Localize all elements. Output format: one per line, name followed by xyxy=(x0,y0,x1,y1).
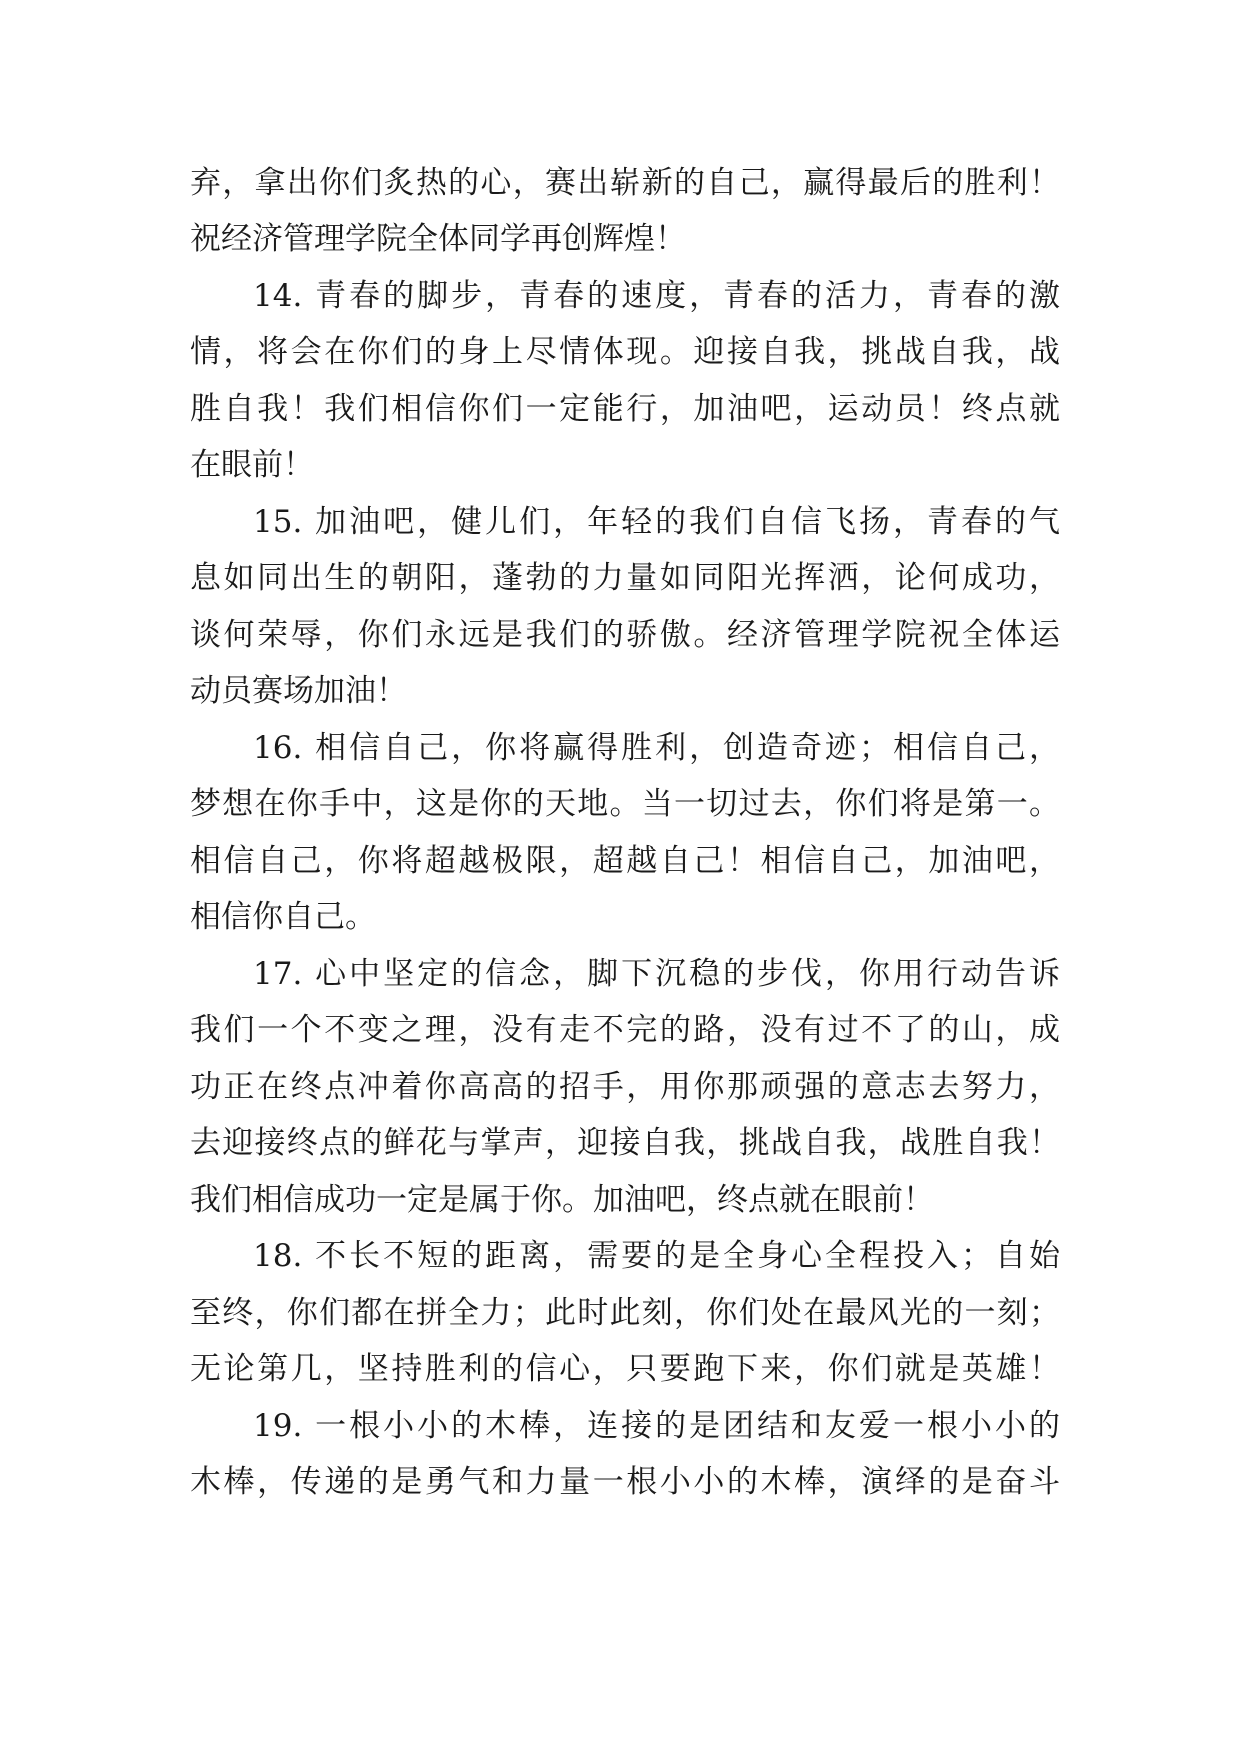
text-line: 我们一个不变之理，没有走不完的路，没有过不了的山，成 xyxy=(190,1012,1060,1048)
text-line: 胜自我！我们相信你们一定能行，加油吧，运动员！终点就 xyxy=(190,391,1060,427)
text-line: 木棒，传递的是勇气和力量一根小小的木棒，演绎的是奋斗 xyxy=(190,1464,1060,1500)
paragraph-19-line: 19. 一根小小的木棒，连接的是团结和友爱一根小小的 xyxy=(253,1408,1060,1444)
paragraph-16-line: 16. 相信自己，你将赢得胜利，创造奇迹；相信自己， xyxy=(253,730,1060,766)
text-line: 祝经济管理学院全体同学再创辉煌！ xyxy=(190,221,686,257)
text-line: 我们相信成功一定是属于你。加油吧，终点就在眼前！ xyxy=(190,1182,934,1218)
text-line: 动员赛场加油！ xyxy=(190,673,407,709)
text-line: 相信自己，你将超越极限，超越自己！相信自己，加油吧， xyxy=(190,843,1060,879)
paragraph-14-line: 14. 青春的脚步，青春的速度，青春的活力，青春的激 xyxy=(253,278,1060,314)
text-line: 功正在终点冲着你高高的招手，用你那顽强的意志去努力， xyxy=(190,1069,1060,1105)
text-line: 相信你自己。 xyxy=(190,899,376,935)
paragraph-17-line: 17. 心中坚定的信念，脚下沉稳的步伐，你用行动告诉 xyxy=(253,956,1060,992)
text-line: 梦想在你手中，这是你的天地。当一切过去，你们将是第一。 xyxy=(190,786,1060,822)
text-line: 在眼前！ xyxy=(190,447,314,483)
text-line: 弃，拿出你们炙热的心，赛出崭新的自己，赢得最后的胜利！ xyxy=(190,165,1060,201)
paragraph-15-line: 15. 加油吧，健儿们，年轻的我们自信飞扬，青春的气 xyxy=(253,504,1060,540)
text-line: 去迎接终点的鲜花与掌声，迎接自我，挑战自我，战胜自我！ xyxy=(190,1125,1060,1161)
text-line: 息如同出生的朝阳，蓬勃的力量如同阳光挥洒，论何成功， xyxy=(190,560,1060,596)
text-line: 无论第几，坚持胜利的信心，只要跑下来，你们就是英雄！ xyxy=(190,1351,1060,1387)
paragraph-18-line: 18. 不长不短的距离，需要的是全身心全程投入；自始 xyxy=(253,1238,1060,1274)
text-line: 情，将会在你们的身上尽情体现。迎接自我，挑战自我，战 xyxy=(190,334,1060,370)
text-line: 至终，你们都在拼全力；此时此刻，你们处在最风光的一刻； xyxy=(190,1295,1060,1331)
text-line: 谈何荣辱，你们永远是我们的骄傲。经济管理学院祝全体运 xyxy=(190,617,1060,653)
